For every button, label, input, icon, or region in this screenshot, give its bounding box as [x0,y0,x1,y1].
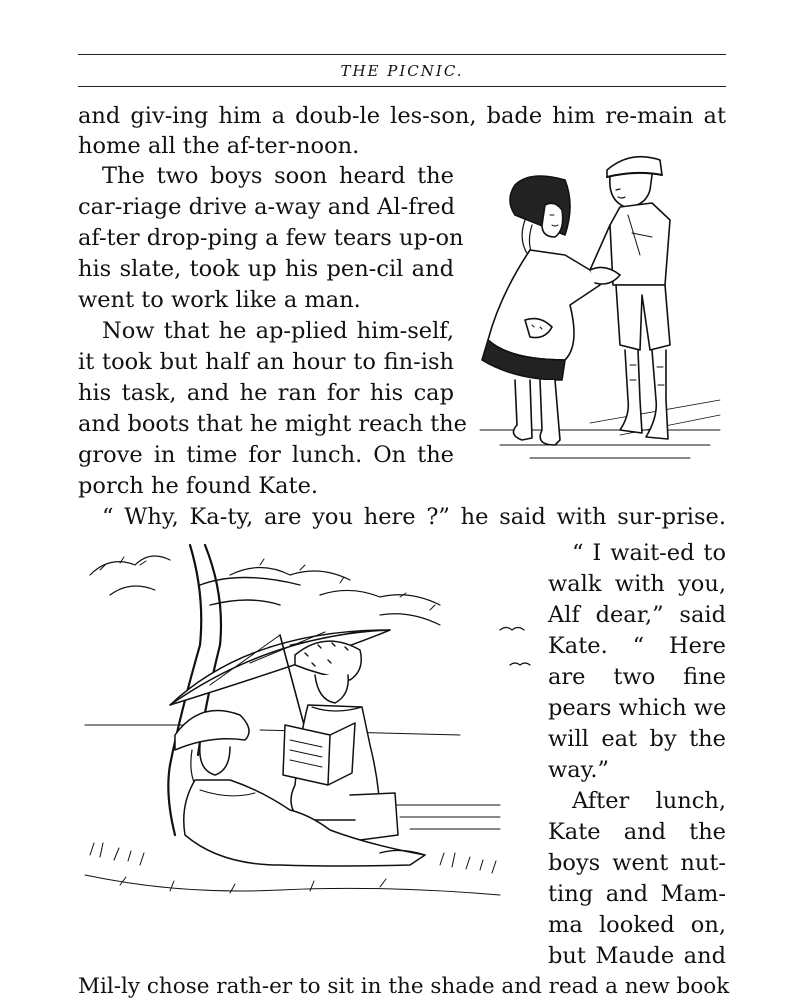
text-line-19: are two fine [548,664,726,690]
text-line-12: grove in time for lunch. On the [78,442,454,468]
text-line-14: “ Why, Ka-ty, are you here ?” he said with sur-prise. [102,504,726,530]
text-line-27: ma looked on, [548,912,726,938]
text-line-29: Mil-ly chose rath-er to sit in the shade and read a new book [78,974,730,999]
text-line-7: went to work like a man. [78,287,361,313]
text-line-6: his slate, took up his pen-cil and [78,256,454,282]
text-line-4: car-riage drive a-way and Al-fred [78,194,456,220]
text-line-1: and giv-ing him a doub-le les-son, bade him re-main at [78,103,726,129]
page-header-title: THE PICNIC. [340,62,464,80]
text-line-3: The two boys soon heard the [102,163,454,189]
text-line-20: pears which we [548,695,727,721]
text-line-9: it took but half an hour to fin-ish [78,349,454,375]
header-rule-bottom [78,86,726,87]
text-line-21: will eat by the [548,726,726,752]
text-line-2: home all the af-ter-noon. [78,133,360,159]
children-greeting-illustration [470,145,728,475]
text-line-8: Now that he ap-plied him-self, [102,318,454,344]
text-line-25: boys went nut- [548,850,726,876]
text-line-16: walk with you, [548,571,726,597]
text-line-11: and boots that he might reach the [78,411,467,437]
text-line-13: porch he found Kate. [78,473,319,499]
text-line-5: af-ter drop-ping a few tears up-on [78,225,464,251]
text-line-24: Kate and the [548,819,726,845]
text-line-17: Alf dear,” said [548,602,726,628]
text-line-23: After lunch, [572,788,726,814]
text-line-26: ting and Mam- [548,881,726,907]
text-line-22: way.” [548,757,610,783]
girls-under-parasol-illustration [80,535,540,920]
text-line-15: “ I wait-ed to [572,540,726,566]
text-line-10: his task, and he ran for his cap [78,380,454,406]
header-rule-top [78,54,726,55]
text-line-28: but Maude and [548,943,726,969]
text-line-18: Kate. “ Here [548,633,726,659]
